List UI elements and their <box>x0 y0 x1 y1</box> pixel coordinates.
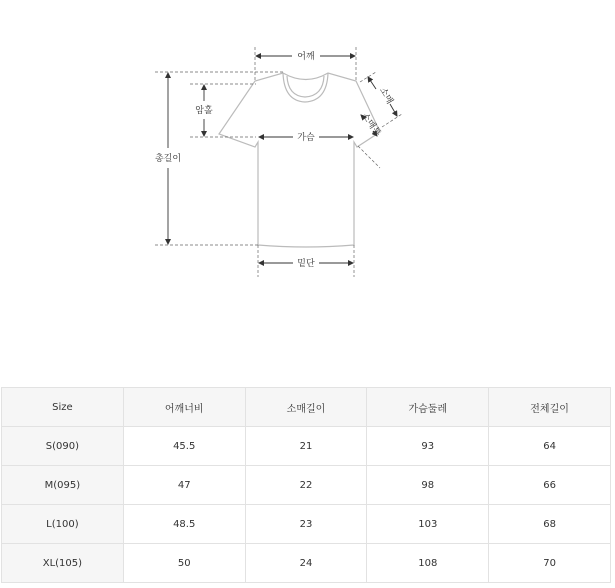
label-total-length: 총길이 <box>154 154 182 164</box>
table-cell: 108 <box>367 544 489 583</box>
table-cell: 68 <box>489 505 611 544</box>
table-cell: 64 <box>489 427 611 466</box>
table-header-row <box>2 388 611 427</box>
size-cell: XL(105) <box>2 544 124 583</box>
table-row <box>2 466 611 505</box>
table-cell: 22 <box>245 466 367 505</box>
tshirt-outline <box>219 73 380 247</box>
label-armhole: 암홀 <box>195 106 213 116</box>
label-sleeve: 소매 <box>377 85 395 107</box>
size-cell: M(095) <box>2 466 124 505</box>
label-chest: 가슴 <box>297 133 315 143</box>
table-cell: 98 <box>367 466 489 505</box>
size-cell: S(090) <box>2 427 124 466</box>
label-hem: 밑단 <box>297 259 315 269</box>
table-row <box>2 544 611 583</box>
table-cell: 48.5 <box>123 505 245 544</box>
label-shoulder: 어깨 <box>297 52 315 62</box>
size-table <box>1 387 611 583</box>
table-row <box>2 427 611 466</box>
table-cell: 21 <box>245 427 367 466</box>
header-sleeve-length: 소매길이 <box>245 388 367 427</box>
header-shoulder-width: 어깨너비 <box>123 388 245 427</box>
header-total-length: 전체길이 <box>489 388 611 427</box>
table-cell: 24 <box>245 544 367 583</box>
table-cell: 50 <box>123 544 245 583</box>
label-sleeve-opening: 소매통 <box>359 111 383 139</box>
table-row <box>2 505 611 544</box>
table-cell: 70 <box>489 544 611 583</box>
table-cell: 45.5 <box>123 427 245 466</box>
table-cell: 47 <box>123 466 245 505</box>
header-chest: 가슴둘레 <box>367 388 489 427</box>
table-cell: 93 <box>367 427 489 466</box>
header-size: Size <box>2 388 124 427</box>
table-cell: 23 <box>245 505 367 544</box>
table-cell: 103 <box>367 505 489 544</box>
table-cell: 66 <box>489 466 611 505</box>
size-cell: L(100) <box>2 505 124 544</box>
